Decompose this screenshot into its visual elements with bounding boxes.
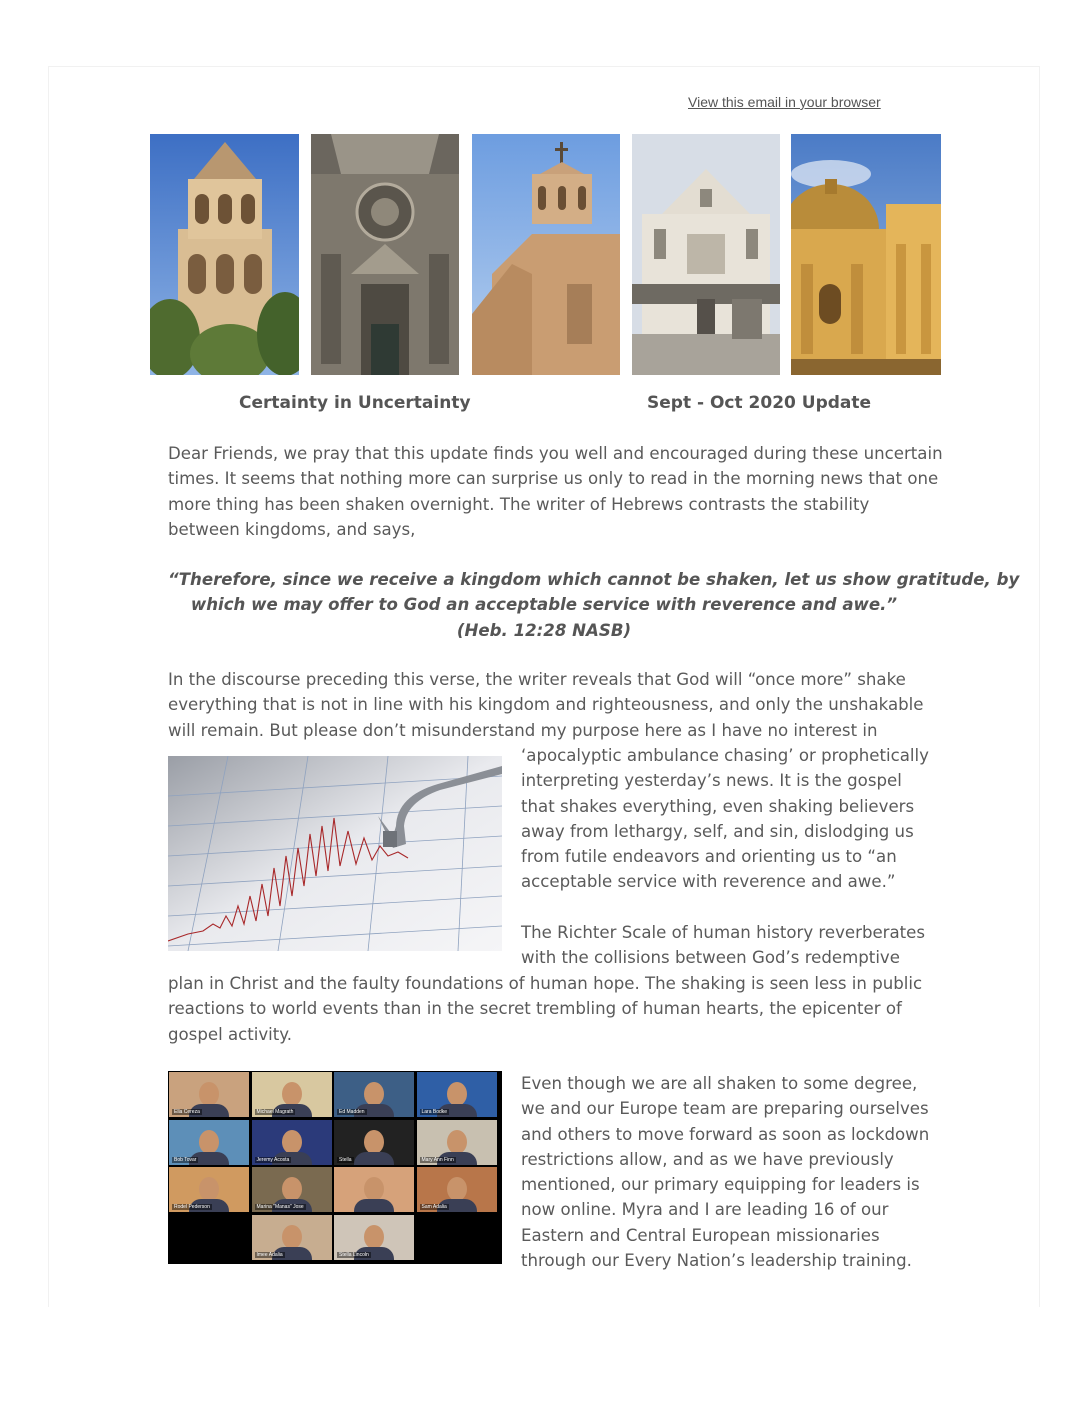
participant-face	[364, 1177, 384, 1201]
discourse-paragraph	[168, 667, 924, 743]
richter-column-text	[521, 920, 926, 971]
participant-body	[354, 1199, 394, 1212]
participant-name: Jeremy Acosta	[256, 1156, 290, 1163]
view-in-browser-link[interactable]: View this email in your browser	[688, 94, 881, 110]
participant-face	[364, 1225, 384, 1249]
participant-tile	[252, 1215, 332, 1260]
quote-line: “Therefore, since we receive a kingdom which cannot be shaken, let us show gratitude, by	[168, 570, 1020, 589]
participant-name: Ella Cereza	[174, 1109, 200, 1115]
participant-face	[282, 1225, 302, 1249]
participant-face	[447, 1177, 467, 1201]
participant-tile	[169, 1215, 249, 1260]
participant-face	[282, 1177, 302, 1201]
text-line: acceptable service with reverence and awe.”	[521, 872, 896, 892]
text-line: everything that is not in line with his kingdom and righteousness, and only the unshakable	[168, 695, 924, 715]
participant-face	[282, 1130, 302, 1154]
scripture-quote	[168, 567, 1020, 643]
participant-face	[199, 1130, 219, 1154]
participant-tile	[169, 1072, 249, 1117]
participant-name: Rodel Pederson	[174, 1204, 210, 1210]
participant-name: Sam Adalia	[421, 1204, 447, 1210]
gothic-cathedral-photo	[311, 134, 459, 375]
participant-name: Michael Magrath	[256, 1109, 294, 1115]
participant-face	[447, 1082, 467, 1106]
text-line: ‘apocalyptic ambulance chasing’ or prophetically	[521, 746, 929, 765]
participant-tile	[417, 1120, 497, 1165]
participant-tile	[252, 1072, 332, 1117]
domed-church-photo	[791, 134, 941, 375]
participant-name: Bob Tovar	[174, 1156, 197, 1163]
participant-tile	[334, 1072, 414, 1117]
text-line: reactions to world events than in the secret trembling of human hearts, the epicenter of	[168, 999, 902, 1019]
participant-face	[199, 1177, 219, 1201]
seismograph-photo	[168, 756, 502, 951]
text-line: away from lethargy, self, and sin, dislodging us	[521, 821, 914, 841]
participant-name: Stella Lincoln	[339, 1251, 369, 1258]
participant-face	[199, 1082, 219, 1106]
text-line: gospel activity.	[168, 1024, 293, 1044]
text-line: times. It seems that nothing more can surprise us only to read in the morning news that one	[168, 469, 939, 489]
text-line: mentioned, our primary equipping for leaders is	[521, 1175, 920, 1195]
participant-tile	[334, 1120, 414, 1165]
text-line: through our Every Nation’s leadership training.	[521, 1251, 912, 1271]
text-line: from futile endeavors and orienting us to “an	[521, 847, 897, 867]
participant-tile	[417, 1072, 497, 1117]
newsletter-date: Sept - Oct 2020 Update	[647, 393, 872, 413]
video-call-photo	[168, 1071, 502, 1264]
participant-name: Mary Ann Finn	[421, 1156, 454, 1163]
text-line: we and our Europe team are preparing ourselves	[521, 1099, 929, 1119]
text-line: plan in Christ and the faulty foundations of human hope. The shaking is seen less in public	[168, 974, 923, 993]
team-column-text	[521, 1071, 930, 1273]
text-line: Eastern and Central European missionaries	[521, 1225, 880, 1245]
armenian-church-photo	[472, 134, 620, 375]
text-line: more thing has been shaken overnight. The writer of Hebrews contrasts the stability	[168, 494, 870, 514]
text-line: The Richter Scale of human history reverberates	[521, 923, 926, 942]
baroque-church-photo	[632, 134, 780, 375]
participant-name: Marina "Manas" Jose	[256, 1204, 304, 1210]
quote-line: which we may offer to God an acceptable service with reverence and awe.”	[190, 595, 898, 615]
participant-tile	[169, 1120, 249, 1165]
text-line: Dear Friends, we pray that this update finds you well and encouraged during these uncertain	[168, 444, 943, 463]
text-line: now online. Myra and I are leading 16 of our	[521, 1200, 889, 1220]
participant-tile	[252, 1167, 332, 1212]
bell-tower-photo	[150, 134, 299, 375]
participant-tile	[252, 1120, 332, 1165]
seismograph-column-text	[521, 743, 929, 895]
participant-name: Lara Bodke	[421, 1109, 448, 1115]
text-line: with the collisions between God’s redemptive	[521, 948, 900, 968]
text-line: Even though we are all shaken to some degree,	[521, 1074, 918, 1093]
text-line: interpreting yesterday’s news. It is the gospel	[521, 771, 902, 791]
text-line: In the discourse preceding this verse, the writer reveals that God will “once more” shake	[168, 670, 906, 689]
text-line: between kingdoms, and says,	[168, 519, 416, 539]
participant-face	[364, 1130, 384, 1154]
text-line: will remain. But please don’t misunderstand my purpose here as I have no interest in	[168, 720, 878, 740]
text-line: and others to move forward as soon as lockdown	[521, 1124, 930, 1144]
participant-name: Imee Adalia	[256, 1251, 283, 1258]
text-line: that shakes everything, even shaking believers	[521, 796, 915, 816]
richter-paragraph	[168, 971, 923, 1047]
participant-tile	[334, 1167, 414, 1212]
participant-face	[447, 1130, 467, 1154]
participant-face	[282, 1082, 302, 1106]
participant-tile	[169, 1167, 249, 1212]
newsletter-title: Certainty in Uncertainty	[239, 393, 471, 413]
participant-name: Ed Madden	[339, 1109, 365, 1115]
participant-body	[354, 1152, 394, 1165]
participant-name: Stella	[339, 1156, 352, 1163]
quote-citation: (Heb. 12:28 NASB)	[456, 620, 632, 640]
intro-paragraph	[168, 441, 943, 542]
participant-face	[364, 1082, 384, 1106]
participant-tile	[417, 1167, 497, 1212]
participant-tile	[417, 1215, 497, 1260]
text-line: restrictions allow, and as we have previously	[521, 1149, 894, 1169]
participant-tile	[334, 1215, 414, 1260]
